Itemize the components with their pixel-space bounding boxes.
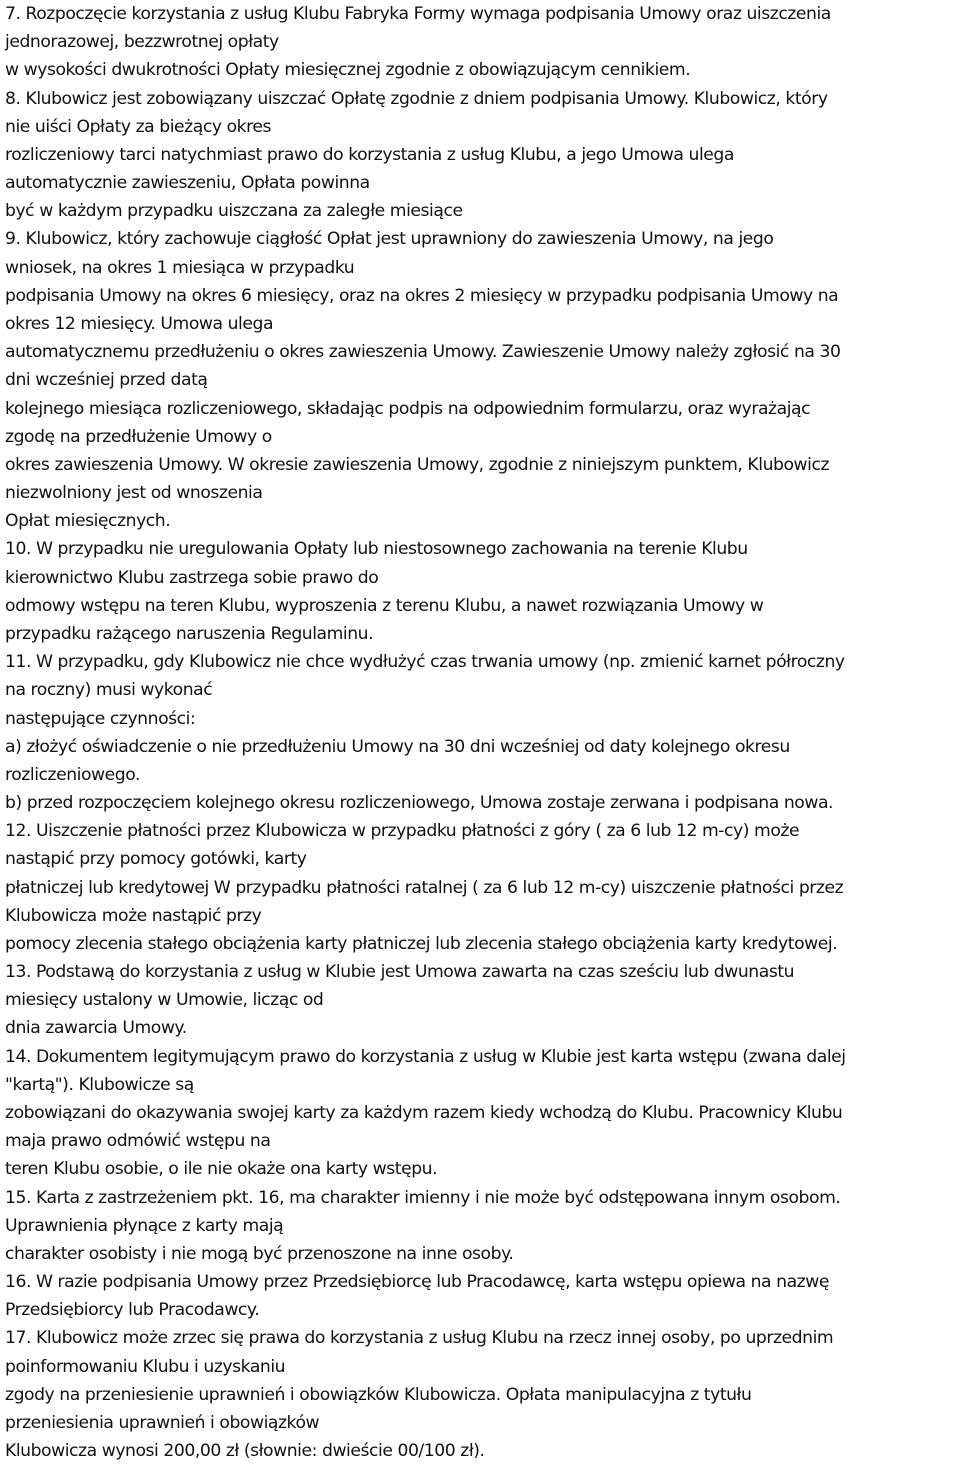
text-line: rozliczeniowego. [5,764,141,785]
text-line: maja prawo odmówić wstępu na [5,1131,271,1152]
text-line: "kartą"). Klubowicze są [5,1074,194,1095]
text-line: kierownictwo Klubu zastrzega sobie prawo do [5,567,379,588]
text-line: kolejnego miesiąca rozliczeniowego, składając podpis na odpowiednim formularzu, oraz wyrażając [5,398,811,419]
text-line: teren Klubu osobie, o ile nie okaże ona karty wstępu. [5,1159,438,1180]
text-line: przypadku rażącego naruszenia Regulaminu. [5,623,374,644]
text-line: okres 12 miesięcy. Umowa ulega [5,313,274,334]
text-line: odmowy wstępu na teren Klubu, wyproszenia z terenu Klubu, a nawet rozwiązania Umowy w [5,595,764,616]
text-line: miesięcy ustalony w Umowie, licząc od [5,990,324,1011]
text-line: 10. W przypadku nie uregulowania Opłaty lub niestosownego zachowania na terenie Klubu [5,539,748,560]
text-line: b) przed rozpoczęciem kolejnego okresu rozliczeniowego, Umowa zostaje zerwana i podpisana nowa. [5,793,834,814]
text-line: w wysokości dwukrotności Opłaty miesięcznej zgodnie z obowiązującym cennikiem. [5,60,691,81]
text-line: dnia zawarcia Umowy. [5,1018,187,1039]
text-line: automatycznemu przedłużeniu o okres zawieszenia Umowy. Zawieszenie Umowy należy zgłosić na 30 [5,342,841,363]
text-line: niezwolniony jest od wnoszenia [5,483,263,504]
text-line: 9. Klubowicz, który zachowuje ciągłość Opłat jest uprawniony do zawieszenia Umowy, na jego [5,229,774,250]
text-line: 17. Klubowicz może zrzec się prawa do korzystania z usług Klubu na rzecz innej osoby, po uprzednim [5,1328,834,1349]
text-line: na roczny) musi wykonać [5,680,213,701]
text-line: zobowiązani do okazywania swojej karty za każdym razem kiedy wchodzą do Klubu. Pracownicy Klubu [5,1103,843,1124]
text-line: 13. Podstawą do korzystania z usług w Klubie jest Umowa zawarta na czas sześciu lub dwunastu [5,962,795,983]
text-line: zgodę na przedłużenie Umowy o [5,426,272,447]
text-line: jednorazowej, bezzwrotnej opłaty [5,32,279,53]
text-line: 11. W przypadku, gdy Klubowicz nie chce wydłużyć czas trwania umowy (np. zmienić karnet półroczny [5,652,845,673]
text-line: Przedsiębiorcy lub Pracodawcy. [5,1300,260,1321]
text-line: dni wcześniej przed datą [5,370,208,391]
text-line: płatniczej lub kredytowej W przypadku płatności ratalnej ( za 6 lub 12 m-cy) uiszczenie płatności przez [5,877,844,898]
text-line: Klubowicza może nastąpić przy [5,905,262,926]
text-line: Klubowicza wynosi 200,00 zł (słownie: dwieście 00/100 zł). [5,1441,485,1462]
text-line: 16. W razie podpisania Umowy przez Przedsiębiorcę lub Pracodawcę, karta wstępu opiewa na nazwę [5,1272,829,1293]
text-line: automatycznie zawieszeniu, Opłata powinna [5,173,370,194]
text-line: Opłat miesięcznych. [5,511,171,532]
text-line: przeniesienia uprawnień i obowiązków [5,1413,320,1433]
text-line: okres zawieszenia Umowy. W okresie zawieszenia Umowy, zgodnie z niniejszym punktem, Klubowicz [5,454,830,475]
text-line: wniosek, na okres 1 miesiąca w przypadku [5,257,355,278]
text-line: zgody na przeniesienie uprawnień i obowiązków Klubowicza. Opłata manipulacyjna z tytułu [5,1384,752,1405]
text-line: Uprawnienia płynące z karty mają [5,1215,284,1236]
text-line: pomocy zlecenia stałego obciążenia karty płatniczej lub zlecenia stałego obciążenia karty kredytowej. [5,933,838,954]
text-line: nastąpić przy pomocy gotówki, karty [5,849,307,870]
text-line: 8. Klubowicz jest zobowiązany uiszczać Opłatę zgodnie z dniem podpisania Umowy. Klubowicz, który [5,88,828,109]
text-line: charakter osobisty i nie mogą być przenoszone na inne osoby. [5,1243,514,1264]
text-line: rozliczeniowy tarci natychmiast prawo do korzystania z usług Klubu, a jego Umowa ulega [5,144,734,165]
text-line: być w każdym przypadku uiszczana za zaległe miesiące [5,201,463,222]
text-line: podpisania Umowy na okres 6 miesięcy, oraz na okres 2 miesięcy w przypadku podpisania Umowy na [5,285,839,306]
text-line: następujące czynności: [5,708,196,729]
text-line: 15. Karta z zastrzeżeniem pkt. 16, ma charakter imienny i nie może być odstępowana innym osobom. [5,1187,841,1208]
text-line: poinformowaniu Klubu i uzyskaniu [5,1356,286,1377]
text-line: 7. Rozpoczęcie korzystania z usług Klubu Fabryka Formy wymaga podpisania Umowy oraz uiszczenia [5,4,831,24]
text-line: a) złożyć oświadczenie o nie przedłużeniu Umowy na 30 dni wcześniej od daty kolejnego okresu [5,736,790,757]
text-line: 12. Uiszczenie płatności przez Klubowicza w przypadku płatności z góry ( za 6 lub 12 m-cy) może [5,821,800,842]
text-line: nie uiści Opłaty za bieżący okres [5,116,271,137]
text-line: 14. Dokumentem legitymującym prawo do korzystania z usług w Klubie jest karta wstępu (zwana dalej [5,1046,846,1067]
